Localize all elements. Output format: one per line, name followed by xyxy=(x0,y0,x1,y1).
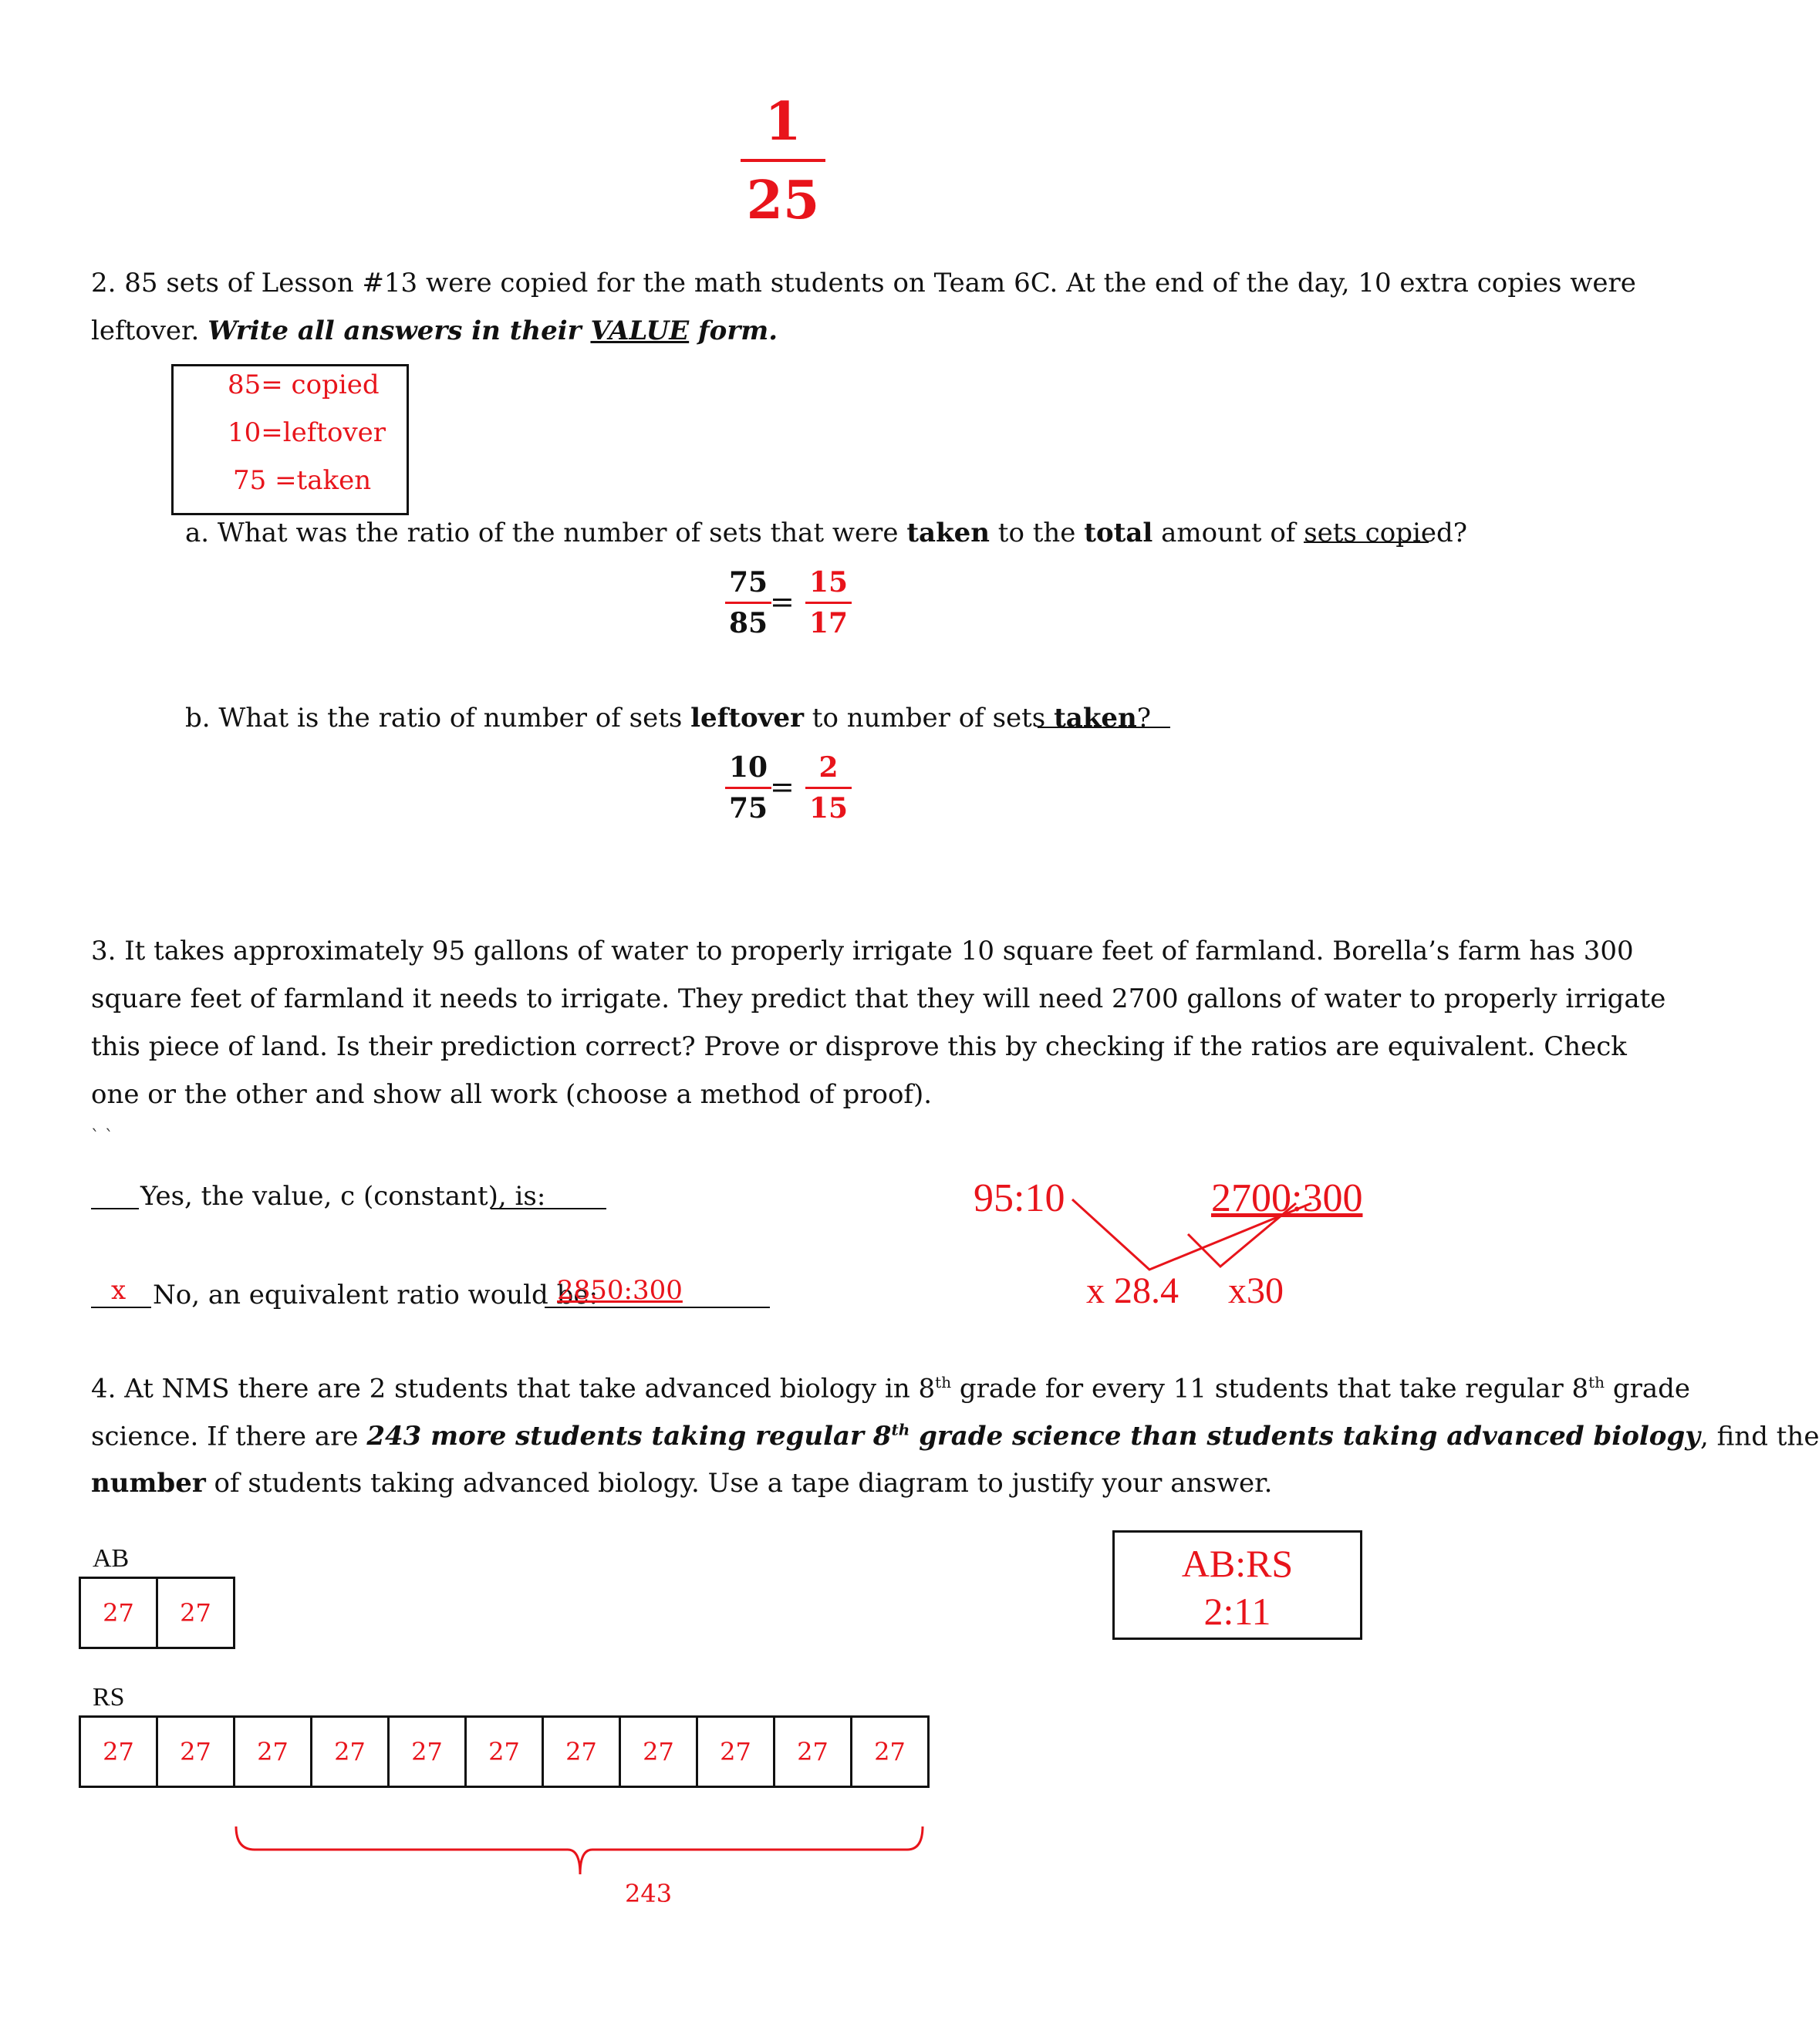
q4-line1-pre: 4. At NMS there are 2 students that take advanced biology in 8 xyxy=(91,1373,936,1405)
header-numerator: 1 xyxy=(764,91,802,153)
rs-cell: 27 xyxy=(310,1715,390,1788)
rs-cell: 27 xyxy=(542,1715,621,1788)
q4-emphasis-a: 243 more students taking regular 8 xyxy=(366,1421,892,1452)
rs-cell: 27 xyxy=(233,1715,312,1788)
q2b-equals: = xyxy=(770,770,795,804)
ab-cell: 27 xyxy=(156,1577,235,1649)
q3-no-answer: 2850:300 xyxy=(557,1275,683,1306)
q2b-leftover: leftover xyxy=(690,703,804,734)
q4-sup: th xyxy=(1588,1373,1605,1391)
q2a-left-den: 85 xyxy=(728,607,768,639)
q2-instruction-pre: Write all answers in their xyxy=(208,315,591,346)
q2a-prefix: a. What was the ratio of the number of sets that were xyxy=(185,518,907,548)
q2b-taken: taken xyxy=(1054,703,1137,734)
q4-ratio-box-line2: 2:11 xyxy=(1203,1590,1271,1633)
header-denominator: 25 xyxy=(746,170,820,231)
q4-line2-pre: science. If there are xyxy=(91,1421,367,1452)
rs-cell: 27 xyxy=(79,1715,158,1788)
q2a-mid: to the xyxy=(989,518,1085,548)
q2a-equals: = xyxy=(770,585,795,619)
q4-sup: th xyxy=(935,1373,952,1391)
q3-line2: square feet of farmland it needs to irrigate. They predict that they will need 2700 gallons of water to properly irrigate xyxy=(91,983,1666,1014)
q3-mult-right: x30 xyxy=(1228,1270,1284,1311)
q4-brace-total: 243 xyxy=(625,1879,673,1908)
ab-cell: 27 xyxy=(79,1577,158,1649)
rs-cell: 27 xyxy=(464,1715,544,1788)
q4-line2-post: , find the xyxy=(1700,1421,1819,1452)
q3-stray-mark: ` ` xyxy=(91,1128,113,1147)
q2b-suffix: ? xyxy=(1136,703,1151,734)
q2a-left-num: 75 xyxy=(728,566,768,599)
rs-cell: 27 xyxy=(696,1715,775,1788)
q2a-taken: taken xyxy=(906,518,990,548)
q4-line1-mid: grade for every 11 students that take regular 8 xyxy=(951,1373,1589,1405)
q3-ratio-right: 2700:300 xyxy=(1211,1176,1363,1220)
q2-instruction-value: VALUE xyxy=(590,315,690,346)
q4-ab-label: AB xyxy=(93,1544,130,1573)
rs-cell: 27 xyxy=(156,1715,235,1788)
q2a-suffix: amount of sets copied? xyxy=(1152,518,1467,548)
q3-no-mark: x xyxy=(111,1275,127,1306)
q2b-left-den: 75 xyxy=(728,792,768,825)
q2a-right-den: 17 xyxy=(808,607,849,639)
rs-cell: 27 xyxy=(387,1715,467,1788)
q2b-prefix: b. What is the ratio of number of sets xyxy=(185,703,691,734)
q4-line3-rest: of students taking advanced biology. Use a tape diagram to justify your answer. xyxy=(205,1468,1273,1499)
q2-box-line-copied: 85= copied xyxy=(228,369,380,400)
q2b-right-den: 15 xyxy=(808,792,849,825)
q2-instruction-post: form. xyxy=(689,315,778,346)
q2a-total: total xyxy=(1084,518,1153,548)
q4-rs-label: RS xyxy=(93,1683,125,1712)
rs-cell: 27 xyxy=(619,1715,698,1788)
q3-yes-label: Yes, the value, c (constant), is: xyxy=(140,1181,546,1212)
q2b-left-num: 10 xyxy=(728,751,768,784)
q2-line1: 2. 85 sets of Lesson #13 were copied for the math students on Team 6C. At the end of the day, 10 extra copies were xyxy=(91,268,1636,299)
q4-emphasis-b: grade science than students taking advanced biology xyxy=(910,1421,1700,1452)
q2a-right-num: 15 xyxy=(808,566,849,599)
q4-number-word: number xyxy=(91,1468,206,1499)
rs-cell: 27 xyxy=(773,1715,852,1788)
q4-sup: th xyxy=(891,1421,910,1439)
q3-line4: one or the other and show all work (choose a method of proof). xyxy=(91,1079,933,1110)
rs-cell: 27 xyxy=(850,1715,930,1788)
q2-line2-start: leftover. xyxy=(91,315,208,346)
q2-box-line-leftover: 10=leftover xyxy=(228,417,386,448)
q2b-mid: to number of sets xyxy=(803,703,1055,734)
q2-box-line-taken: 75 =taken xyxy=(233,465,372,496)
q4-ratio-box-line1: AB:RS xyxy=(1181,1542,1294,1585)
q3-no-label: No, an equivalent ratio would be: xyxy=(153,1280,598,1310)
q3-line3: this piece of land. Is their prediction correct? Prove or disprove this by checking if the ratios are equivalent. Check xyxy=(91,1031,1627,1062)
q2b-right-num: 2 xyxy=(818,751,839,784)
q3-mult-left: x 28.4 xyxy=(1086,1270,1179,1311)
q3-line1: 3. It takes approximately 95 gallons of water to properly irrigate 10 square feet of farmland. Borella’s farm has 300 xyxy=(91,936,1634,966)
q4-line1-post: grade xyxy=(1605,1373,1691,1405)
q3-ratio-left: 95:10 xyxy=(974,1176,1065,1220)
